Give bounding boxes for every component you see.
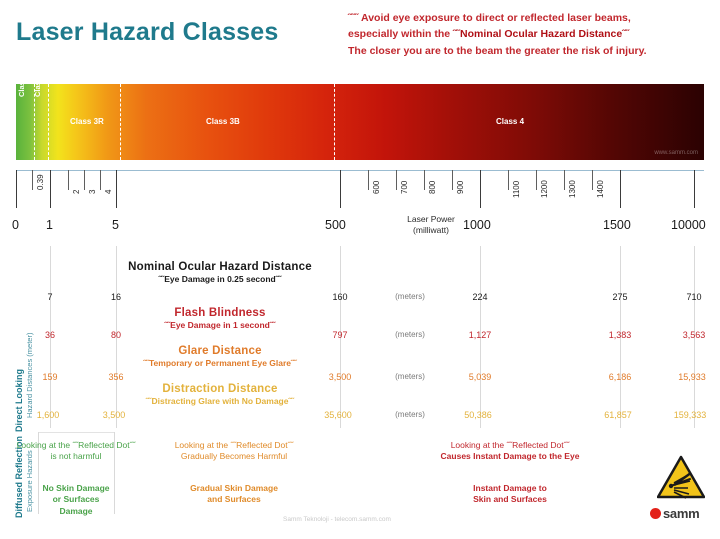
value-nohd-5: 16 [110, 292, 121, 302]
row-subtitle-flash: ˝˝Eye Damage in 1 second˝˝ [164, 320, 276, 330]
value-glare-5: 356 [108, 372, 124, 382]
row-title-flash: Flash Blindness [174, 307, 266, 319]
axis-num-600: 600 [372, 180, 381, 194]
axis-num-039: 0.39 [36, 174, 45, 190]
value-glare-10000: 15,933 [678, 372, 706, 382]
class-label-class-3r: Class 3R [70, 117, 104, 126]
axis-tick-1300 [564, 170, 565, 190]
axis-num-4: 4 [104, 189, 113, 194]
conclusion-skin-red [390, 483, 630, 506]
row-header-flash [70, 307, 370, 330]
axis-major-1: 1 [46, 218, 53, 232]
conclusion-sep-green [38, 432, 114, 433]
axis-tick-600 [368, 170, 369, 190]
axis-num-3: 3 [88, 189, 97, 194]
conclusion-eye-red-line1: Looking at the ˝˝Reflected Dot˝˝ [450, 440, 570, 450]
conclusion-skin-red-line2: Skin and Surfaces [473, 494, 547, 505]
axis-tick-10000 [694, 170, 695, 208]
conclusion-skin-green-line3: Damage [59, 505, 93, 516]
value-nohd-500: 160 [332, 292, 348, 302]
brand-logo [650, 505, 710, 525]
side-label-diffused-sub: Exposure Hazards [25, 450, 34, 512]
axis-title-line1: Laser Power [407, 214, 455, 224]
laser-warning-icon [657, 455, 705, 499]
warning-line-3: The closer you are to the beam the greater the risk of injury. [348, 44, 647, 57]
axis-num-1200: 1200 [540, 180, 549, 198]
warning-line-2-prefix: especially within the [348, 28, 454, 41]
axis-tick-3 [84, 170, 85, 190]
value-nohd-1000: 224 [472, 292, 488, 302]
axis-tick-1100 [508, 170, 509, 190]
axis-tick-2 [68, 170, 69, 190]
axis-num-1400: 1400 [596, 180, 605, 198]
class-divider-4 [334, 84, 335, 160]
laser-class-spectrum [16, 70, 704, 160]
logo-text: samm [663, 506, 700, 521]
axis-tick-500 [340, 170, 341, 208]
side-label-direct-title: Direct Looking [14, 368, 24, 432]
value-nohd-10000: 710 [686, 292, 702, 302]
axis-num-1300: 1300 [568, 180, 577, 198]
conclusion-skin-green-line1: No Skin Damage [42, 483, 110, 493]
axis-num-700: 700 [400, 180, 409, 194]
unit-nohd: (meters) [395, 292, 425, 301]
class-label-class-3b: Class 3B [206, 117, 240, 126]
power-axis [12, 170, 706, 236]
value-glare-500: 3,500 [328, 372, 352, 382]
side-label-diffused-title: Diffused Reflection [14, 435, 24, 518]
warning-line-1: ˝˝˝ Avoid eye exposure to direct or reflected laser beams, [348, 12, 631, 24]
axis-tick-5 [116, 170, 117, 208]
warning-line-2 [348, 26, 710, 42]
conclusion-eye-orange-line2: Gradually Becomes Harmful [180, 451, 288, 462]
value-glare-1500: 6,186 [608, 372, 632, 382]
value-flash-1000: 1,127 [468, 330, 492, 340]
conclusion-eye-orange [124, 440, 344, 463]
spectrum-watermark: www.samm.com [654, 150, 698, 156]
warning-block [348, 10, 710, 59]
axis-tick-1400 [592, 170, 593, 190]
conclusion-skin-orange [124, 483, 344, 506]
conclusion-skin-green-line2: or Surfaces [52, 494, 100, 505]
conclusion-eye-green-line2: is not harmful [50, 451, 102, 462]
value-flash-10000: 3,563 [682, 330, 706, 340]
conclusion-eye-orange-line1: Looking at the ˝˝Reflected Dot˝˝ [174, 440, 294, 450]
row-header-glare [70, 345, 370, 368]
value-glare-1: 159 [42, 372, 58, 382]
value-distraction-10000: 159,333 [673, 410, 707, 420]
axis-major-10000: 10000 [671, 218, 706, 232]
logo-dot-icon [650, 508, 661, 519]
row-title-nohd: Nominal Ocular Hazard Distance [128, 261, 312, 273]
class-label-class-2: Class 2 [33, 70, 42, 97]
class-label-class-1: Class 1 [17, 70, 26, 97]
axis-major-0: 0 [12, 218, 19, 232]
axis-tick-4 [100, 170, 101, 190]
side-label-direct-sub: Hazard Distances (meter) [25, 332, 34, 418]
page-title: Laser Hazard Classes [16, 18, 279, 46]
row-header-distraction [70, 383, 370, 406]
axis-line [16, 170, 704, 171]
axis-tick-1 [50, 170, 51, 208]
axis-num-1100: 1100 [512, 180, 521, 198]
row-header-nohd [70, 261, 370, 284]
axis-tick-039 [32, 170, 33, 190]
axis-major-1000: 1000 [463, 218, 491, 232]
conclusion-eye-red [390, 440, 630, 463]
value-distraction-5: 3,500 [102, 410, 126, 420]
class-label-class-4: Class 4 [496, 117, 525, 126]
axis-major-1500: 1500 [603, 218, 631, 232]
value-nohd-1: 7 [47, 292, 53, 302]
axis-tick-900 [452, 170, 453, 190]
footer-credit: Samm Teknoloji - telecom.samm.com [283, 516, 391, 523]
conclusion-eye-red-line2: Causes Instant Damage to the Eye [440, 451, 580, 462]
value-glare-1000: 5,039 [468, 372, 492, 382]
value-flash-5: 80 [110, 330, 121, 340]
row-subtitle-glare: ˝˝Temporary or Permanent Eye Glare˝˝ [143, 358, 297, 368]
axis-title-line2: (milliwatt) [413, 225, 449, 236]
axis-tick-800 [424, 170, 425, 190]
row-subtitle-nohd: ˝˝Eye Damage in 0.25 second˝˝ [158, 274, 282, 284]
value-flash-500: 797 [332, 330, 348, 340]
value-flash-1: 36 [44, 330, 55, 340]
unit-flash: (meters) [395, 330, 425, 339]
conclusion-skin-orange-line1: Gradual Skin Damage [190, 483, 278, 493]
axis-num-2: 2 [72, 189, 81, 194]
axis-num-900: 900 [456, 180, 465, 194]
value-flash-1500: 1,383 [608, 330, 632, 340]
class-divider-2 [48, 84, 49, 160]
axis-tick-1000 [480, 170, 481, 208]
axis-tick-0 [16, 170, 17, 208]
unit-distraction: (meters) [395, 410, 425, 419]
axis-num-800: 800 [428, 180, 437, 194]
conclusion-skin-green [16, 483, 136, 517]
axis-major-5: 5 [112, 218, 119, 232]
value-distraction-1000: 50,386 [464, 410, 492, 420]
axis-tick-1200 [536, 170, 537, 190]
row-subtitle-distraction: ˝˝Distracting Glare with No Damage˝˝ [145, 396, 295, 406]
axis-tick-700 [396, 170, 397, 190]
conclusion-skin-red-line1: Instant Damage to [473, 483, 547, 493]
value-distraction-1: 1,600 [36, 410, 60, 420]
axis-title [371, 214, 491, 236]
axis-major-500: 500 [325, 218, 346, 232]
value-distraction-500: 35,600 [324, 410, 352, 420]
conclusion-eye-green [16, 440, 136, 463]
axis-tick-1500 [620, 170, 621, 208]
value-nohd-1500: 275 [612, 292, 628, 302]
row-title-distraction: Distraction Distance [162, 383, 278, 395]
warning-line-2-highlight: ˝˝Nominal Ocular Hazard Distance˝˝ [453, 28, 630, 41]
row-title-glare: Glare Distance [178, 345, 262, 357]
class-divider-3 [120, 84, 121, 160]
conclusion-skin-orange-line2: and Surfaces [207, 494, 261, 505]
value-distraction-1500: 61,857 [604, 410, 632, 420]
unit-glare: (meters) [395, 372, 425, 381]
conclusion-eye-green-line1: Looking at the ˝˝Reflected Dot˝˝ [16, 440, 136, 450]
